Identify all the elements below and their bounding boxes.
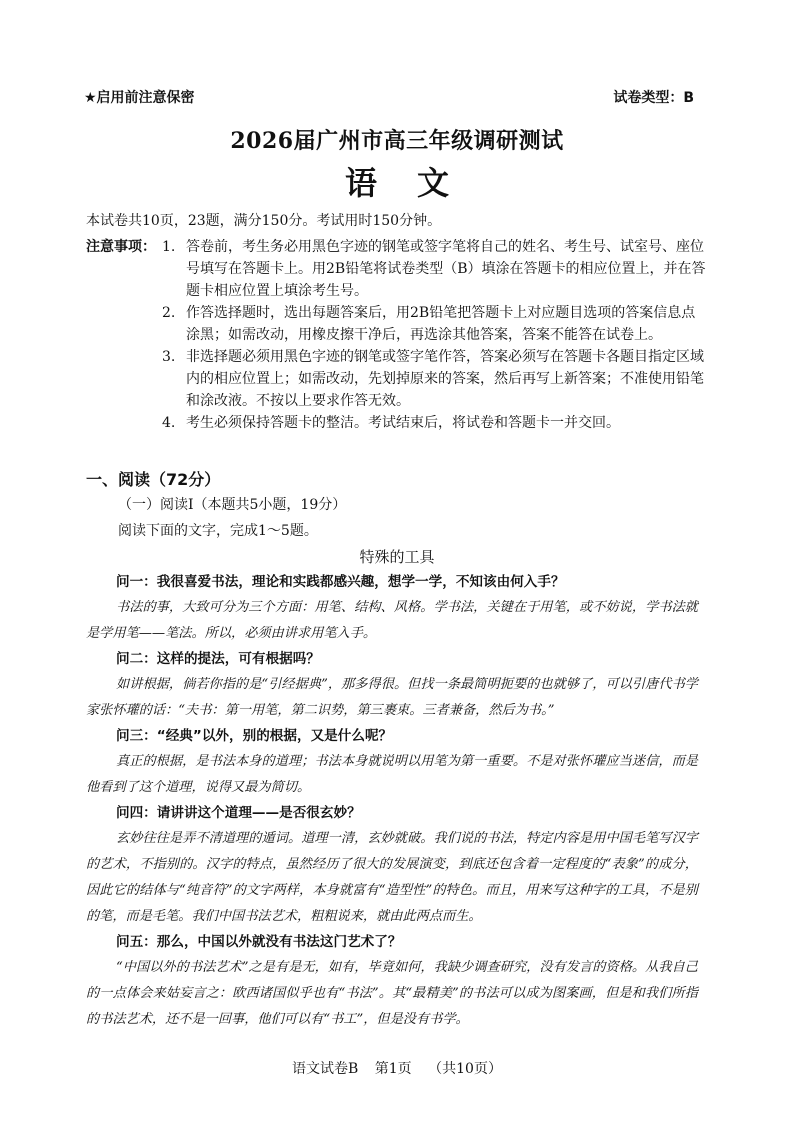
notice-text: 非选择题必须用黑色字迹的钢笔或签字笔作答，答案必须写在答题卡各题目指定区域内的相应位置上；如需改动，先划掉原来的答案，然后再写上新答案；不准使用铅笔和涂改液。不按以上要求作答无效。 [186, 349, 704, 409]
notice-item [86, 412, 706, 434]
question: 问四：请讲讲这个道理——是否很玄妙？ [116, 805, 361, 821]
exam-intro: 本试卷共10页，23题，满分150分。考试用时150分钟。 [86, 213, 442, 229]
notice-number: 3. [162, 349, 176, 365]
question: 问二：这样的提法，可有根据吗？ [116, 651, 320, 667]
exam-title: 2026届广州市高三年级调研测试 [230, 128, 564, 154]
question: 问五：那么，中国以外就没有书法这门艺术了？ [116, 934, 402, 950]
answer: 玄妙往往是弄不清道理的遁词。道理一清，玄妙就破。我们说的书法，特定内容是用中国毛笔写汉字的艺术，不指别的。汉字的特点，虽然经历了很大的发展演变，到底还包含着一定程度的“表象”的成分，因此它的结体与“纯音符”的文字两样，本身就富有“造型性”的特色。而且，用来写这种字的工具，不是别的笔，而是毛笔。我们中国书法艺术，粗粗说来，就由此两点而生。 [86, 831, 698, 924]
article-title: 特殊的工具 [359, 548, 435, 566]
notice-text: 考生必须保持答题卡的整洁。考试结束后，将试卷和答题卡一并交回。 [186, 415, 620, 431]
question: 问三：“经典”以外，别的根据，又是什么呢？ [116, 728, 393, 744]
notice-item [86, 236, 706, 302]
footer-total: （共10页） [428, 1061, 502, 1077]
notice-number: 1. [162, 239, 176, 255]
notice-text: 作答选择题时，选出每题答案后，用2B铅笔把答题卡上对应题目选项的答案信息点涂黑；如需改动，用橡皮擦干净后，再选涂其他答案，答案不能答在试卷上。 [186, 305, 696, 343]
notice-label: 注意事项： [86, 239, 156, 255]
answer: “中国以外的书法艺术”之是有是无，如有，毕竟如何，我缺少调查研究，没有发言的资格。从我自己的一点体会来姑妄言之：欧西诸国似乎也有“书法”。其“最精美”的书法可以成为图案画，但是和我们所指的书法艺术，还不是一回事，他们可以有“书工”，但是没有书学。 [86, 960, 698, 1027]
notice-item [86, 346, 706, 412]
footer-page: 第1页 [374, 1061, 412, 1077]
notice-text: 答卷前，考生务必用黑色字迹的钢笔或签字笔将自己的姓名、考生号、试室号、座位号填写在答题卡上。用2B铅笔将试卷类型（B）填涂在答题卡的相应位置上，并在答题卡相应位置上填涂考生号。 [186, 239, 706, 299]
answer: 书法的事，大致可分为三个方面：用笔、结构、风格。学书法，关键在于用笔，或不妨说，学书法就是学用笔——笔法。所以，必须由讲求用笔入手。 [86, 600, 698, 641]
paper-type: 试卷类型：B [613, 90, 694, 106]
notice-item [86, 302, 706, 346]
answer: 如讲根据，倘若你指的是“引经据典”，那多得很。但找一条最简明扼要的也就够了，可以引唐代书学家张怀瓘的话：“夫书：第一用笔，第二识势，第三裹束。三者兼备，然后为书。” [86, 677, 698, 718]
article-body [86, 570, 698, 1033]
notice-number: 2. [162, 305, 176, 321]
footer-paper: 语文试卷B [292, 1061, 359, 1077]
page-footer [0, 1058, 794, 1078]
notice-block [86, 236, 706, 434]
question: 问一：我很喜爱书法，理论和实践都感兴趣，想学一学，不知该由何入手？ [116, 574, 565, 590]
subject-title: 语文 [344, 164, 489, 202]
section-instruction: 阅读下面的文字，完成1～5题。 [118, 523, 318, 539]
section-heading: 一、阅读（72分） [86, 470, 221, 489]
section-subheading: （一）阅读Ⅰ（本题共5小题，19分） [118, 497, 347, 513]
notice-number: 4. [162, 415, 176, 431]
answer: 真正的根据，是书法本身的道理；书法本身就说明以用笔为第一重要。不是对张怀瓘应当迷信，而是他看到了这个道理，说得又最为简切。 [86, 754, 698, 795]
confidential-mark: ★启用前注意保密 [84, 90, 195, 106]
